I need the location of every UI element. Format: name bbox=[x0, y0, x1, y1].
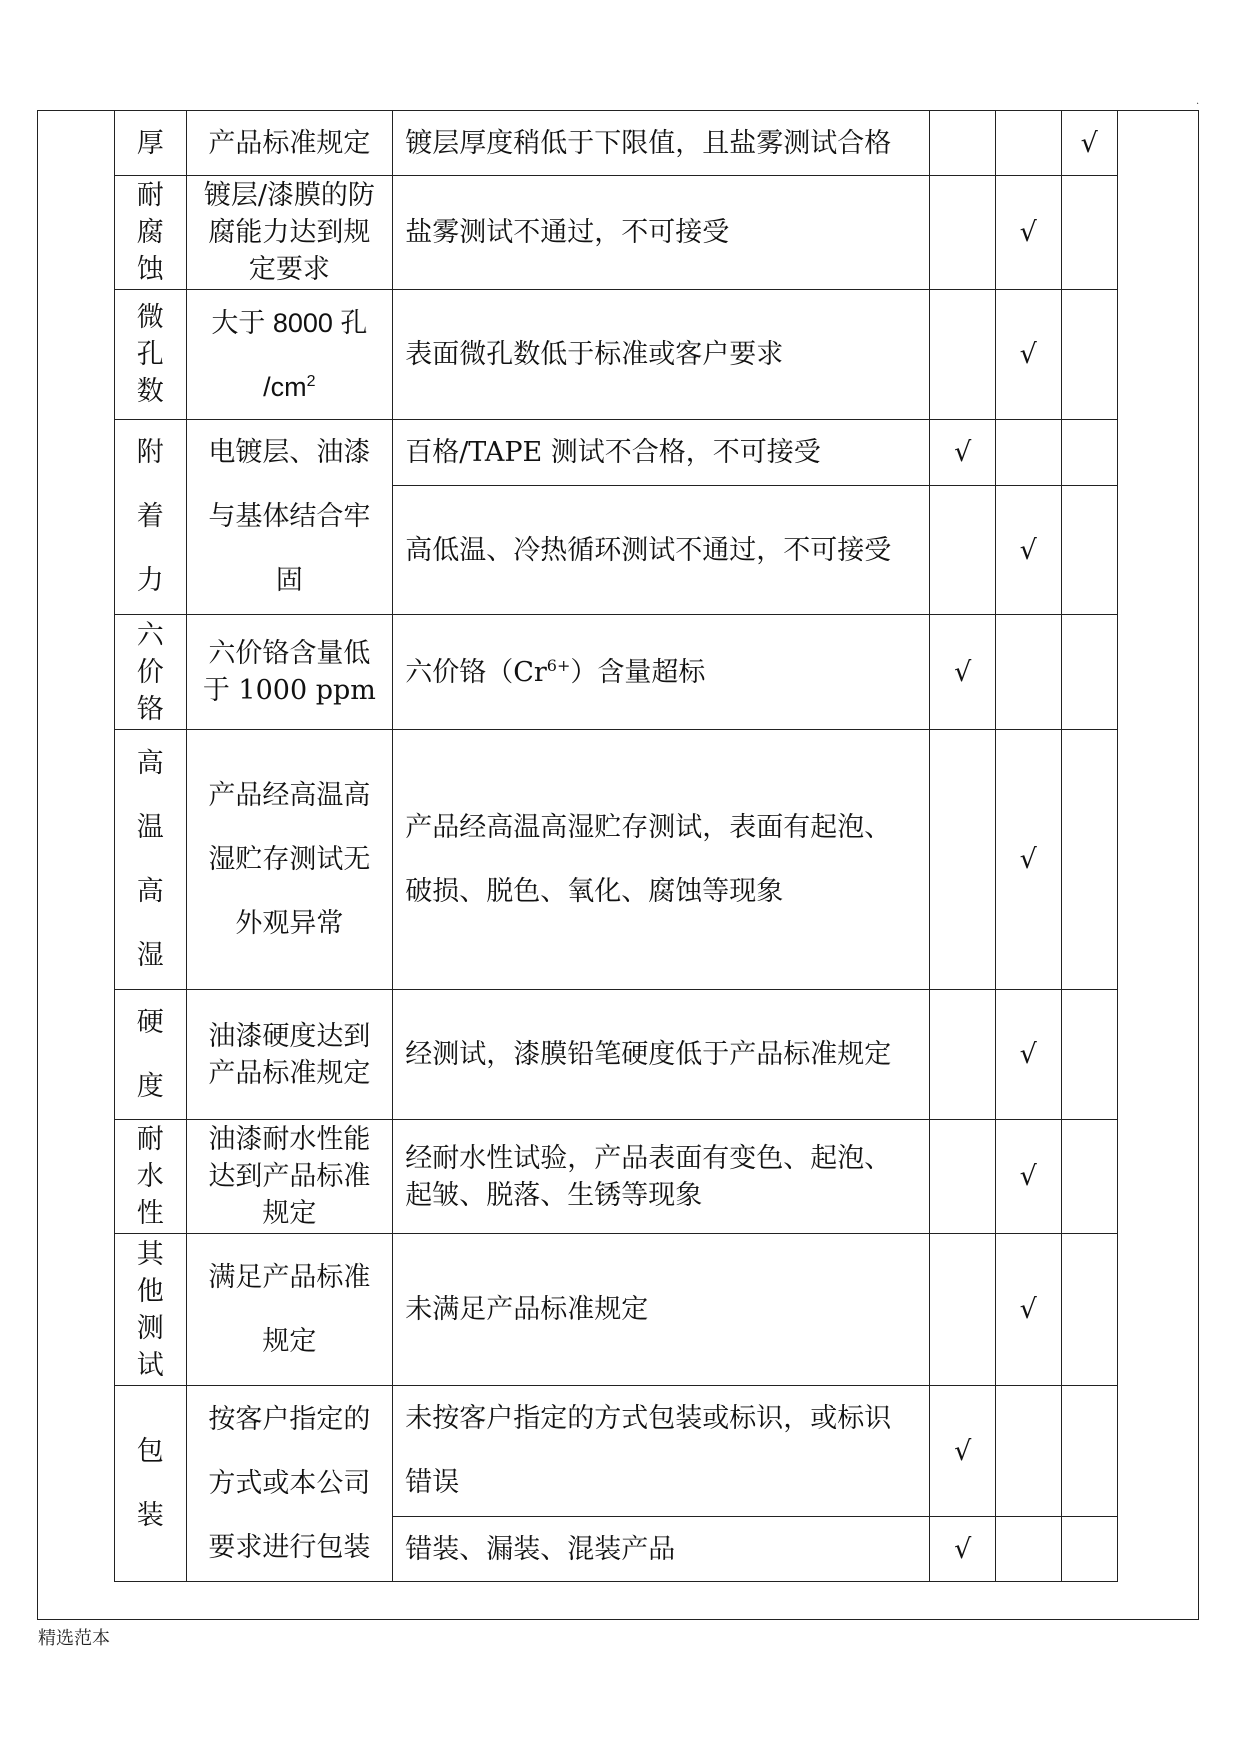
check-cell: √ bbox=[930, 1386, 996, 1517]
standard-cell: 电镀层、油漆与基体结合牢固 bbox=[186, 420, 393, 615]
defect-cell: 盐雾测试不通过，不可接受 bbox=[393, 176, 930, 290]
defect-cell: 经测试，漆膜铅笔硬度低于产品标准规定 bbox=[393, 990, 930, 1120]
footer-text: 精选范本 bbox=[38, 1628, 110, 1649]
item-cell: 附 着 力 bbox=[115, 420, 187, 615]
table-row bbox=[115, 990, 1118, 1120]
defect-cell: 产品经高温高湿贮存测试，表面有起泡、破损、脱色、氧化、腐蚀等现象 bbox=[393, 730, 930, 990]
table-row bbox=[115, 420, 1118, 486]
table-row bbox=[115, 176, 1118, 290]
check-cell bbox=[1061, 1234, 1117, 1386]
check-cell bbox=[930, 176, 996, 290]
check-cell bbox=[1061, 290, 1117, 420]
check-cell bbox=[930, 290, 996, 420]
standard-cell bbox=[186, 290, 393, 420]
item-cell: 包 装 bbox=[115, 1386, 187, 1582]
defect-cell: 未满足产品标准规定 bbox=[393, 1234, 930, 1386]
check-cell: √ bbox=[1061, 111, 1117, 176]
defect-cell: 经耐水性试验，产品表面有变色、起泡、起皱、脱落、生锈等现象 bbox=[393, 1120, 930, 1234]
table-row bbox=[115, 730, 1118, 990]
table-row bbox=[115, 1386, 1118, 1517]
defect-text: 六价铬（Cr bbox=[405, 656, 547, 688]
standard-cell: 油漆硬度达到产品标准规定 bbox=[186, 990, 393, 1120]
defect-cell: 高低温、冷热循环测试不通过，不可接受 bbox=[393, 486, 930, 615]
defect-cell: 表面微孔数低于标准或客户要求 bbox=[393, 290, 930, 420]
check-cell bbox=[930, 111, 996, 176]
check-cell bbox=[1061, 730, 1117, 990]
defect-cell: 百格/TAPE 测试不合格，不可接受 bbox=[393, 420, 930, 486]
check-cell: √ bbox=[996, 1234, 1062, 1386]
table-row bbox=[115, 290, 1118, 420]
check-cell: √ bbox=[930, 615, 996, 730]
standard-cell: 六价铬含量低于 1000 ppm bbox=[186, 615, 393, 730]
item-cell: 六 价 铬 bbox=[115, 615, 187, 730]
check-cell bbox=[1061, 1517, 1117, 1582]
check-cell bbox=[996, 111, 1062, 176]
standard-cell: 产品经高温高湿贮存测试无外观异常 bbox=[186, 730, 393, 990]
check-cell bbox=[996, 615, 1062, 730]
table-row bbox=[115, 1120, 1118, 1234]
standard-cell: 产品标准规定 bbox=[186, 111, 393, 176]
defect-cell: 错装、漏装、混装产品 bbox=[393, 1517, 930, 1582]
standard-cell: 满足产品标准规定 bbox=[186, 1234, 393, 1386]
corner-mark: . bbox=[1196, 96, 1200, 107]
table-row bbox=[115, 1234, 1118, 1386]
inspection-table bbox=[114, 110, 1118, 1582]
check-cell bbox=[930, 486, 996, 615]
check-cell: √ bbox=[930, 1517, 996, 1582]
defect-cell bbox=[393, 615, 930, 730]
standard-cell: 按客户指定的方式或本公司要求进行包装 bbox=[186, 1386, 393, 1582]
standard-cell: 油漆耐水性能达到产品标准规定 bbox=[186, 1120, 393, 1234]
check-cell: √ bbox=[996, 486, 1062, 615]
unit-exponent: 2 bbox=[306, 372, 316, 390]
check-cell: √ bbox=[996, 990, 1062, 1120]
check-cell bbox=[996, 1517, 1062, 1582]
check-cell bbox=[1061, 420, 1117, 486]
item-cell: 微 孔 数 bbox=[115, 290, 187, 420]
check-cell bbox=[1061, 615, 1117, 730]
check-cell bbox=[930, 990, 996, 1120]
check-cell bbox=[1061, 486, 1117, 615]
check-cell: √ bbox=[996, 176, 1062, 290]
standard-cell: 镀层/漆膜的防腐能力达到规定要求 bbox=[186, 176, 393, 290]
check-cell: √ bbox=[996, 1120, 1062, 1234]
table-row bbox=[115, 615, 1118, 730]
check-cell bbox=[930, 730, 996, 990]
check-cell bbox=[930, 1120, 996, 1234]
defect-text: ）含量超标 bbox=[570, 656, 706, 688]
item-cell: 硬 度 bbox=[115, 990, 187, 1120]
check-cell bbox=[996, 1386, 1062, 1517]
item-cell: 高 温 高 湿 bbox=[115, 730, 187, 990]
check-cell bbox=[996, 420, 1062, 486]
check-cell: √ bbox=[996, 290, 1062, 420]
standard-text: 大于 8000 孔 bbox=[211, 307, 368, 338]
item-cell: 耐 水 性 bbox=[115, 1120, 187, 1234]
check-cell bbox=[1061, 990, 1117, 1120]
defect-cell: 镀层厚度稍低于下限值，且盐雾测试合格 bbox=[393, 111, 930, 176]
item-cell: 其 他 测 试 bbox=[115, 1234, 187, 1386]
check-cell: √ bbox=[930, 420, 996, 486]
standard-unit: /cm bbox=[263, 371, 307, 402]
item-cell: 耐 腐 蚀 bbox=[115, 176, 187, 290]
item-cell: 厚 bbox=[115, 111, 187, 176]
check-cell: √ bbox=[996, 730, 1062, 990]
defect-cell: 未按客户指定的方式包装或标识，或标识错误 bbox=[393, 1386, 930, 1517]
check-cell bbox=[1061, 176, 1117, 290]
table-row bbox=[115, 111, 1118, 176]
ion-charge: 6+ bbox=[546, 655, 571, 675]
check-cell bbox=[930, 1234, 996, 1386]
check-cell bbox=[1061, 1120, 1117, 1234]
check-cell bbox=[1061, 1386, 1117, 1517]
